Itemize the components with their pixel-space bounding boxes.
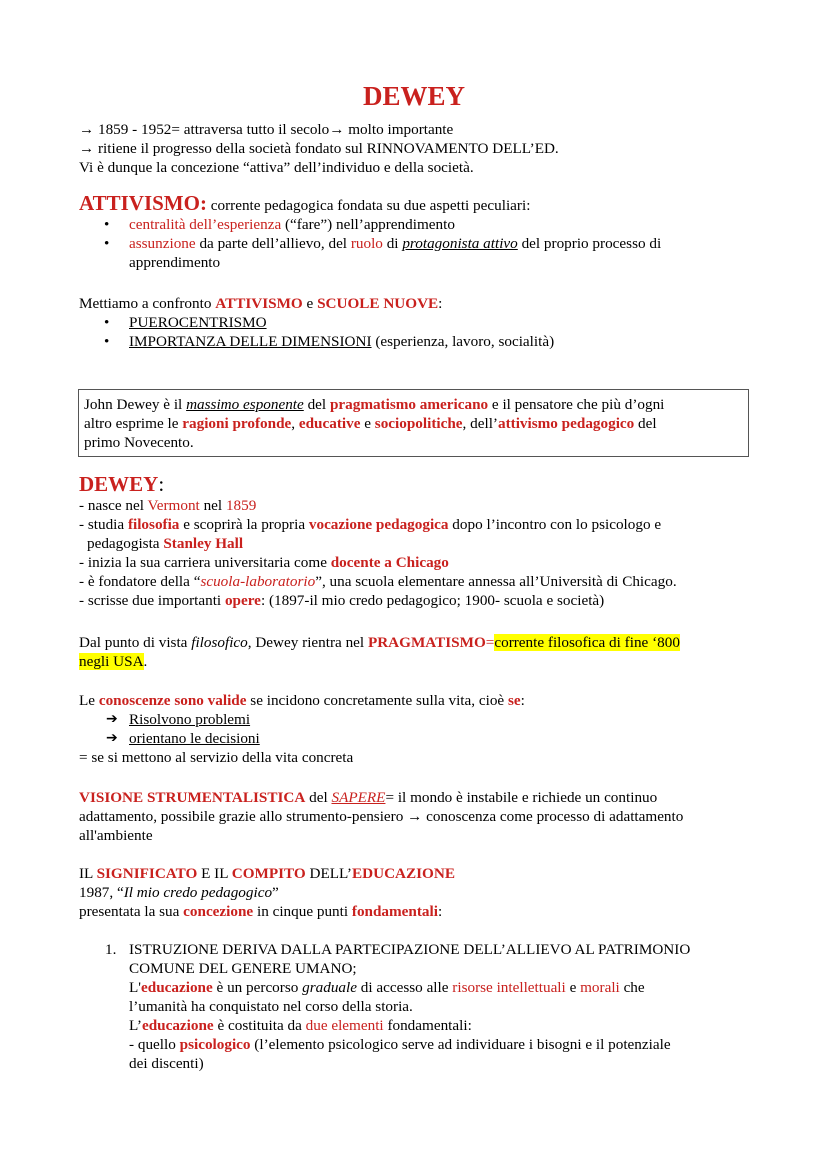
- attivismo-list: [79, 215, 769, 272]
- highlighted-text: corrente filosofica di fine ‘800: [494, 634, 680, 651]
- conoscenze-section: Le conoscenze sono valide se incidono concretamente sulla vita, cioè se: ➔ Risolvono problemi ➔ orientano le decisioni = se si mettono al servizio della vita concreta: [79, 691, 769, 767]
- list-item: • PUEROCENTRISMO: [79, 313, 769, 332]
- attivismo-heading-line: ATTIVISMO: corrente pedagogica fondata su due aspetti peculiari:: [79, 191, 531, 215]
- dewey-summary-box: John Dewey è il massimo esponente del pragmatismo americano e il pensatore che più d’ogni altro esprime le ragioni profonde, educative e sociopolitiche, dell’attivismo pedagogico del primo Novecento.: [78, 389, 749, 457]
- punto-1-section: [79, 940, 769, 1073]
- intro-line-3: Vi è dunque la concezione “attiva” dell’individuo e della società.: [79, 159, 474, 176]
- intro-line-2: → ritiene il progresso della società fondato sul RINNOVAMENTO DELL’ED.: [79, 140, 559, 157]
- confronto-section: Mettiamo a confronto ATTIVISMO e SCUOLE NUOVE: • PUEROCENTRISMO • IMPORTANZA DELLE DIMENSIONI (esperienza, lavoro, socialità): [79, 294, 769, 351]
- arrow-bullet-icon: ➔: [106, 730, 118, 746]
- attivismo-heading: ATTIVISMO:: [79, 191, 207, 215]
- list-item: ➔ orientano le decisioni: [106, 730, 260, 747]
- dewey-heading: DEWEY: [79, 472, 159, 496]
- arrow-icon: →: [79, 140, 95, 157]
- list-item: • IMPORTANZA DELLE DIMENSIONI (esperienza, lavoro, socialità): [79, 332, 769, 351]
- pragmatismo-section: Dal punto di vista filosofico, Dewey rientra nel PRAGMATISMO=corrente filosofica di fine ‘800 negli USA.: [79, 634, 680, 670]
- list-item: • centralità dell’esperienza (“fare”) nell’apprendimento: [79, 215, 769, 234]
- list-number: 1.: [105, 941, 117, 958]
- dewey-bio-section: DEWEY: - nasce nel Vermont nel 1859 - studia filosofia e scoprirà la propria vocazione pedagogica dopo l’incontro con lo psicologo e pedagogista Stanley Hall - inizia la sua carriera universitaria come docente a Chicago - è fondatore della “scuola-laboratorio”, una scuola elementare annessa all’Università di Chicago. - scrisse due importanti opere: (1897-il mio credo pedagogico; 1900- scuola e società): [79, 472, 677, 609]
- intro-section: [79, 120, 769, 177]
- significato-section: IL SIGNIFICATO E IL COMPITO DELL’EDUCAZIONE 1987, “Il mio credo pedagogico” presentata la sua concezione in cinque punti fondamentali:: [79, 865, 455, 920]
- visione-section: VISIONE STRUMENTALISTICA del SAPERE= il mondo è instabile e richiede un continuo adattamento, possibile grazie allo strumento-pensiero → conoscenza come processo di adattamento all'ambiente: [79, 789, 684, 844]
- highlighted-text: negli USA: [79, 653, 144, 670]
- arrow-icon: →: [79, 121, 95, 138]
- confronto-list: [79, 313, 769, 351]
- list-item: ➔ Risolvono problemi: [106, 711, 251, 728]
- page-title: DEWEY: [362, 81, 465, 111]
- arrow-bullet-icon: ➔: [106, 711, 118, 727]
- list-item: 1. ISTRUZIONE DERIVA DALLA PARTECIPAZIONE DELL’ALLIEVO AL PATRIMONIO COMUNE DEL GENERE UMANO; L'educazione è un percorso graduale di accesso alle risorse intellettuali e morali che l’umanità ha conquistato nel corso della storia. L’educazione è costituita da due elementi fondamentali: - quello psicologico (l’elemento psicologico serve ad individuare i bisogni e il potenziale dei discenti): [105, 941, 691, 1072]
- list-item: • assunzione da parte dell’allievo, del ruolo di protagonista attivo del proprio processo di apprendimento: [79, 234, 769, 272]
- attivismo-section: [79, 191, 769, 272]
- arrow-icon: →: [329, 121, 345, 138]
- conoscenze-list: [79, 710, 769, 748]
- punti-list: [79, 940, 769, 1073]
- intro-line-1: → 1859 - 1952= attraversa tutto il secolo→ molto importante: [79, 121, 454, 138]
